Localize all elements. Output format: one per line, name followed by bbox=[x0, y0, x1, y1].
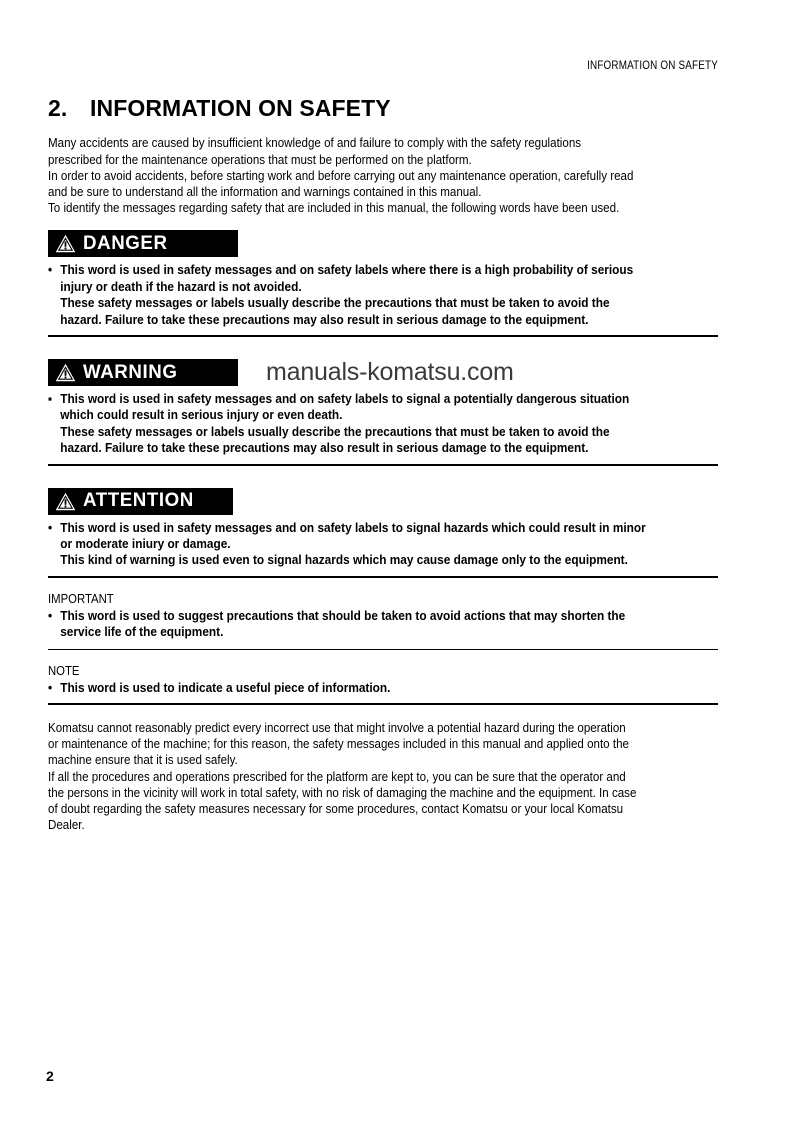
closing-p1-l3-text: machine ensure that it is used safely. bbox=[48, 753, 238, 768]
attention-line-1: This word is used in safety messages and on safety labels to signal hazards which could result in minor bbox=[60, 520, 646, 535]
section-divider-note bbox=[48, 703, 718, 705]
danger-line-2: injury or death if the hazard is not avoided. bbox=[60, 279, 302, 294]
list-item bbox=[48, 262, 717, 328]
chapter-number: 2. bbox=[48, 95, 68, 121]
intro-p2-line1: In order to avoid accidents, before starting work and before carrying out any maintenance operation, carefully read bbox=[48, 168, 634, 183]
section-divider-danger bbox=[48, 335, 718, 337]
page-number: 2 bbox=[46, 1068, 54, 1084]
danger-label-box bbox=[48, 230, 238, 257]
signal-header-warning bbox=[48, 359, 718, 386]
closing-p2-l3-text: of doubt regarding the safety measures necessary for some procedures, contact Komatsu or your local Komatsu bbox=[48, 802, 624, 817]
closing-p1-line3 bbox=[48, 752, 718, 768]
attention-label: ATTENTION bbox=[83, 489, 194, 512]
section-divider-important bbox=[48, 649, 718, 650]
closing-p2-l1-text: If all the procedures and operations prescribed for the platform are kept to, you can be sure that the operator and bbox=[48, 769, 626, 784]
intro-p3-line1: To identify the messages regarding safety that are included in this manual, the following words have been used. bbox=[48, 201, 620, 216]
closing-block bbox=[48, 720, 718, 833]
chapter-title-text: INFORMATION ON SAFETY bbox=[90, 95, 391, 121]
closing-p2-line4 bbox=[48, 817, 718, 833]
warning-triangle-icon bbox=[55, 363, 76, 382]
important-line-2: service life of the equipment. bbox=[60, 625, 224, 640]
closing-p2-line1 bbox=[48, 769, 718, 785]
bullet-marker: • bbox=[48, 520, 53, 535]
warning-triangle-icon bbox=[55, 492, 76, 511]
warning-line-2: which could result in serious injury or even death. bbox=[60, 408, 343, 423]
important-line-1: This word is used to suggest precautions that should be taken to avoid actions that may shorten the bbox=[60, 608, 626, 623]
closing-p1-line1 bbox=[48, 720, 718, 736]
bullet-marker: • bbox=[48, 263, 53, 278]
plain-section-note bbox=[48, 664, 718, 705]
attention-label-box bbox=[48, 488, 233, 515]
warning-triangle-icon bbox=[55, 234, 76, 253]
note-text-list bbox=[48, 680, 718, 696]
section-divider-attention bbox=[48, 576, 718, 578]
list-item bbox=[48, 520, 717, 569]
closing-p2-l2-text: the persons in the vicinity will work in total safety, with no risk of damaging the machine and the equipment. In case bbox=[48, 785, 637, 800]
signal-section-warning bbox=[48, 359, 718, 466]
warning-label-box bbox=[48, 359, 238, 386]
attention-line-3: This kind of warning is used even to signal hazards which may cause damage only to the equipment. bbox=[60, 553, 628, 568]
signal-header-attention bbox=[48, 488, 718, 515]
intro-paragraph-1-cont bbox=[48, 152, 718, 168]
danger-line-3: These safety messages or labels usually describe the precautions that must be taken to avoid the bbox=[60, 296, 610, 311]
list-item bbox=[48, 608, 717, 641]
list-item bbox=[48, 391, 717, 457]
intro-p1-line1: Many accidents are caused by insufficient knowledge of and failure to comply with the safety regulations bbox=[48, 136, 582, 151]
warning-line-3: These safety messages or labels usually describe the precautions that must be taken to avoid the bbox=[60, 424, 610, 439]
intro-p2-line2: and be sure to understand all the information and warnings contained in this manual. bbox=[48, 184, 482, 199]
closing-p2-l4-text: Dealer. bbox=[48, 818, 85, 833]
important-text-list bbox=[48, 608, 718, 641]
bullet-marker: • bbox=[48, 680, 53, 695]
important-label: IMPORTANT bbox=[48, 591, 114, 606]
site-watermark: manuals-komatsu.com bbox=[266, 357, 514, 386]
warning-line-4: hazard. Failure to take these precautions may also result in serious damage to the equipment. bbox=[60, 441, 589, 456]
danger-label: DANGER bbox=[83, 232, 168, 255]
running-header: INFORMATION ON SAFETY bbox=[587, 60, 718, 72]
intro-paragraph-2 bbox=[48, 168, 718, 184]
warning-line-1: This word is used in safety messages and on safety labels to signal a potentially dangerous situation bbox=[60, 391, 630, 406]
signal-section-attention bbox=[48, 488, 718, 578]
attention-line-2: or moderate iniury or damage. bbox=[60, 536, 231, 551]
bullet-marker: ▪ bbox=[48, 391, 53, 406]
intro-paragraph-3 bbox=[48, 200, 718, 216]
bullet-marker: • bbox=[48, 608, 53, 623]
intro-paragraph-2-cont bbox=[48, 184, 718, 200]
intro-p1-line2: prescribed for the maintenance operations that must be performed on the platform. bbox=[48, 152, 472, 167]
warning-label: WARNING bbox=[83, 360, 178, 383]
intro-paragraph-1 bbox=[48, 135, 718, 151]
danger-text-list bbox=[48, 262, 718, 328]
intro-block bbox=[48, 135, 718, 216]
note-line-1: This word is used to indicate a useful piece of information. bbox=[60, 680, 391, 695]
note-label: NOTE bbox=[48, 663, 80, 678]
list-item bbox=[48, 680, 717, 696]
signal-header-danger bbox=[48, 230, 718, 257]
closing-p1-l2-text: or maintenance of the machine; for this reason, the safety messages included in this manual and applied onto the bbox=[48, 737, 629, 752]
plain-section-important bbox=[48, 592, 718, 650]
closing-p2-line2 bbox=[48, 785, 718, 801]
closing-p2-line3 bbox=[48, 801, 718, 817]
closing-p1-l1-text: Komatsu cannot reasonably predict every incorrect use that might involve a potential hazard during the operation bbox=[48, 721, 626, 735]
page-content bbox=[48, 96, 718, 833]
danger-line-4: hazard. Failure to take these precautions may also result in serious damage to the equipment. bbox=[60, 312, 589, 327]
closing-p1-line2 bbox=[48, 736, 718, 752]
signal-section-danger bbox=[48, 230, 718, 337]
warning-text-list bbox=[48, 391, 718, 457]
section-divider-warning bbox=[48, 464, 718, 466]
danger-line-1: This word is used in safety messages and on safety labels where there is a high probability of serious bbox=[60, 263, 634, 278]
attention-text-list bbox=[48, 520, 718, 569]
page-title bbox=[48, 96, 718, 121]
